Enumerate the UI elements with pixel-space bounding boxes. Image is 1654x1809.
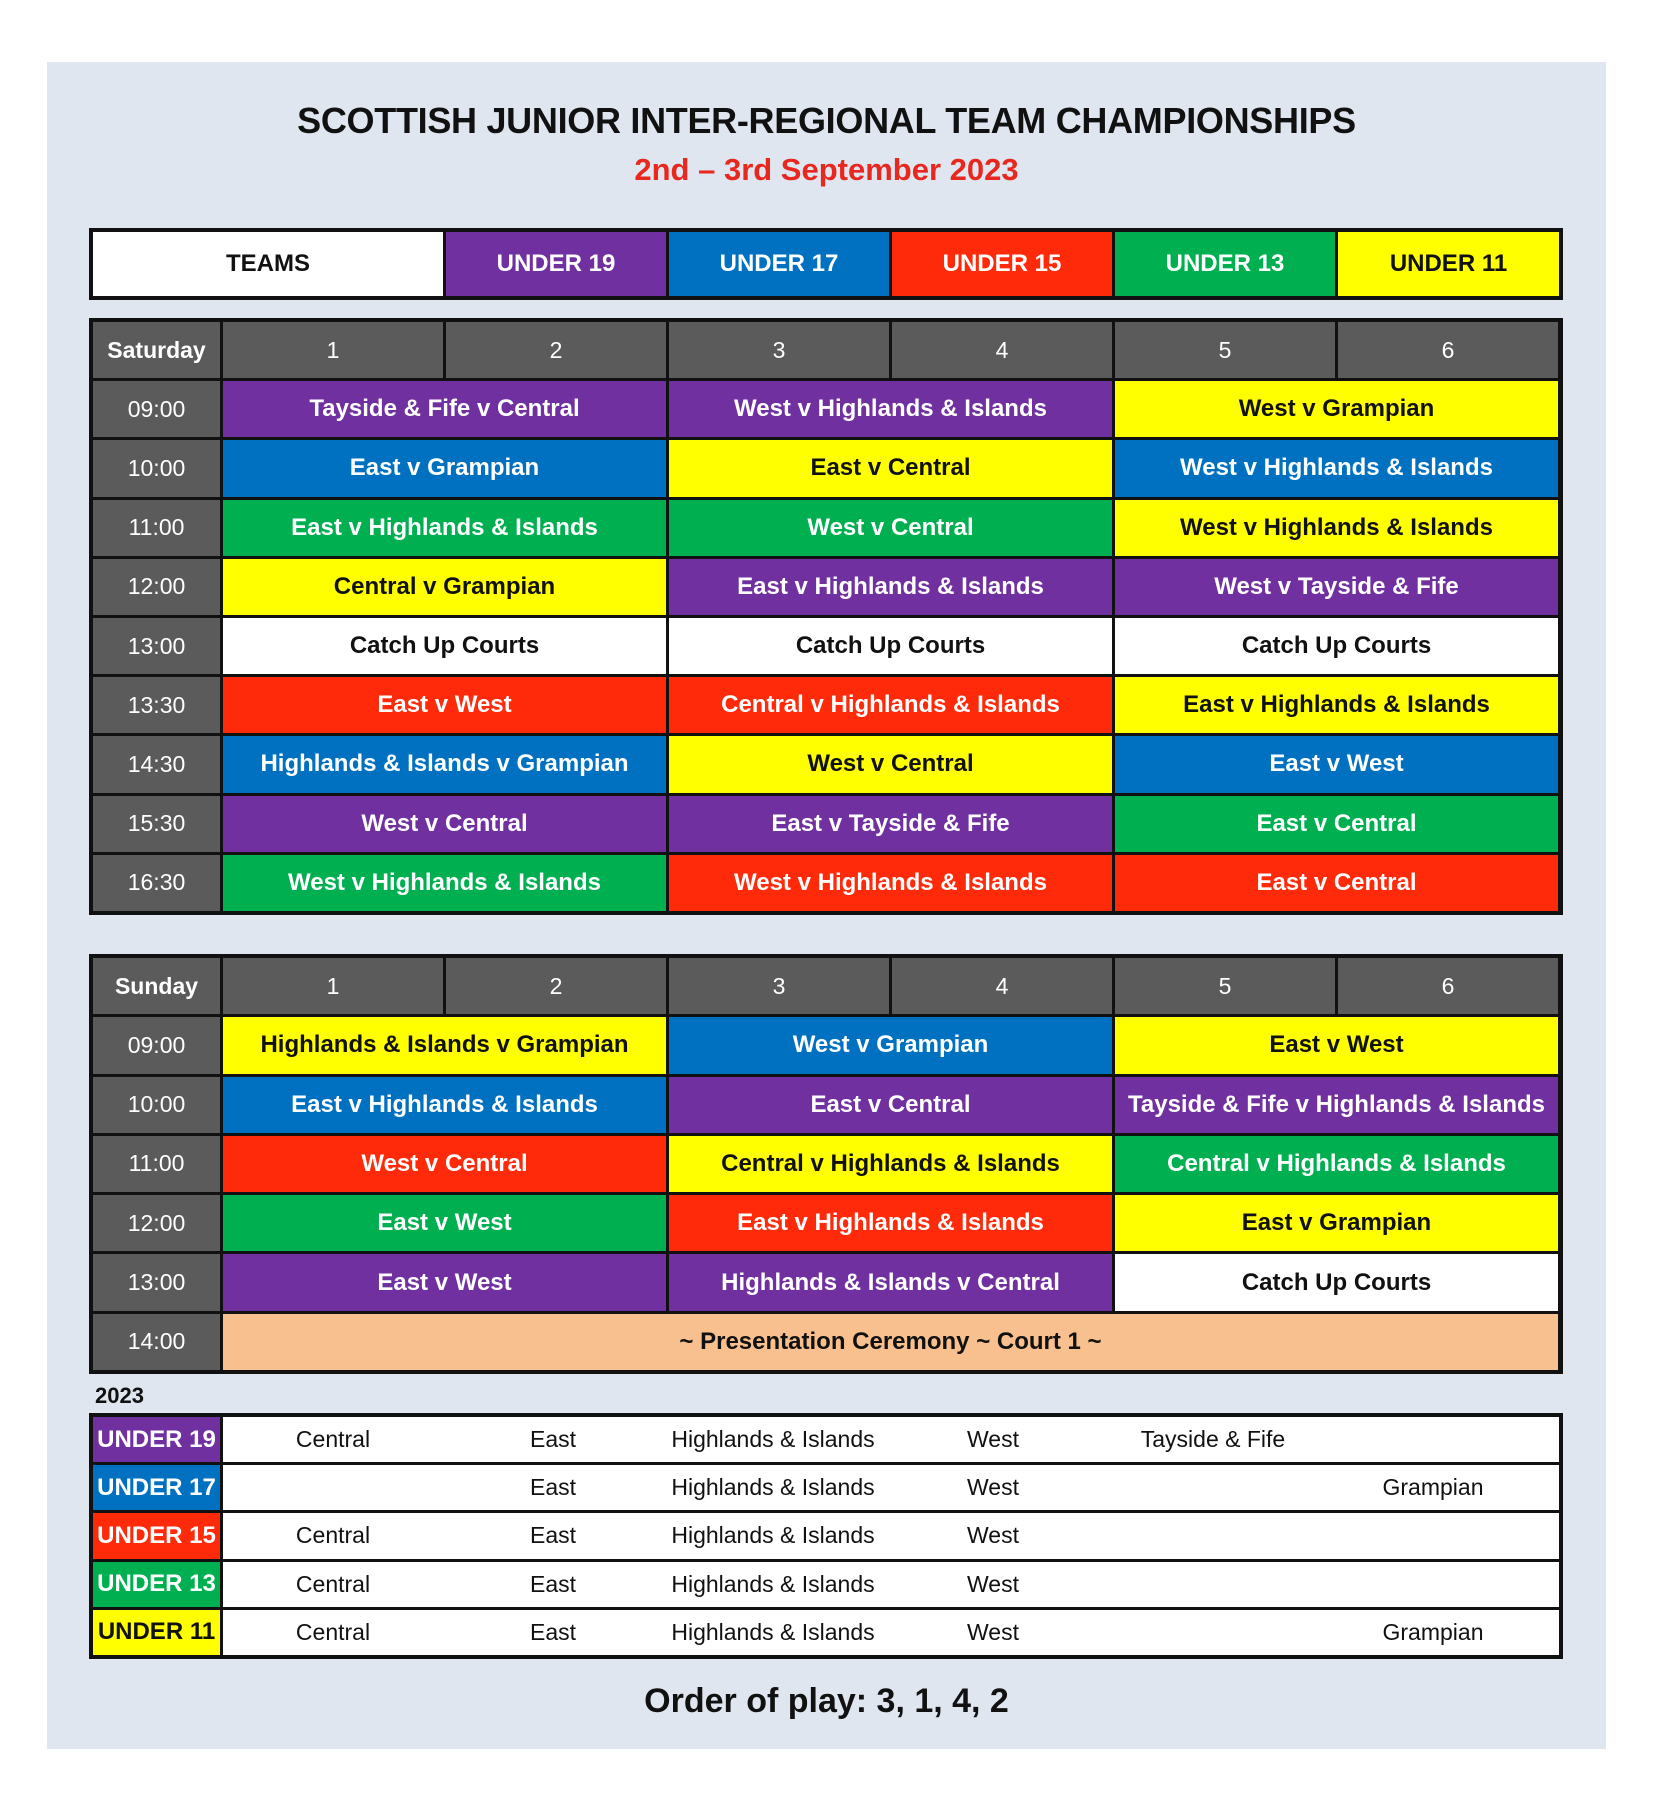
region-team-name: East xyxy=(529,1618,577,1645)
match-cell: Catch Up Courts xyxy=(1115,1254,1558,1310)
schedule-panel xyxy=(47,62,1606,1749)
time-slot: 16:30 xyxy=(93,855,220,911)
region-age-label: UNDER 19 xyxy=(93,1417,220,1462)
match-cell: East v Central xyxy=(1115,796,1558,852)
region-team-name: Central xyxy=(295,1426,371,1453)
region-team-name: Highlands & Islands xyxy=(671,1426,875,1453)
time-slot: 13:00 xyxy=(93,618,220,674)
regions-table xyxy=(89,1413,1563,1659)
region-team-name: East xyxy=(529,1426,577,1453)
court-number-header: 1 xyxy=(223,322,443,378)
region-team-name: West xyxy=(967,1522,1019,1549)
match-cell: West v Highlands & Islands xyxy=(1115,440,1558,496)
match-cell: East v West xyxy=(223,1195,666,1251)
event-dates: 2nd – 3rd September 2023 xyxy=(634,152,1019,187)
region-age-label: UNDER 13 xyxy=(93,1562,220,1607)
day-label: Sunday xyxy=(93,958,220,1014)
match-cell: Tayside & Fife v Central xyxy=(223,381,666,437)
region-team-list xyxy=(223,1417,1559,1462)
match-cell: West v Highlands & Islands xyxy=(669,855,1112,911)
region-team-name: East xyxy=(529,1474,577,1501)
time-slot: 14:30 xyxy=(93,736,220,792)
legend-item: UNDER 13 xyxy=(1115,232,1335,296)
match-cell: East v West xyxy=(1115,1017,1558,1073)
match-cell: West v Grampian xyxy=(1115,381,1558,437)
region-team-name: Central xyxy=(295,1570,371,1597)
region-team-name: Highlands & Islands xyxy=(671,1474,875,1501)
court-number-header: 4 xyxy=(892,958,1112,1014)
region-team-list xyxy=(223,1513,1559,1558)
region-team-list xyxy=(223,1465,1559,1510)
region-team-name: West xyxy=(967,1426,1019,1453)
time-slot: 15:30 xyxy=(93,796,220,852)
region-team-name: Tayside & Fife xyxy=(1140,1426,1286,1453)
region-team-list xyxy=(223,1610,1559,1655)
court-number-header: 5 xyxy=(1115,322,1335,378)
match-cell: Catch Up Courts xyxy=(1115,618,1558,674)
match-cell: West v Central xyxy=(669,736,1112,792)
time-slot: 12:00 xyxy=(93,559,220,615)
region-team-name xyxy=(1323,1417,1543,1462)
legend-item: UNDER 11 xyxy=(1338,232,1559,296)
match-cell: East v Highlands & Islands xyxy=(223,1077,666,1133)
page-title: SCOTTISH JUNIOR INTER-REGIONAL TEAM CHAMPIONSHIPS xyxy=(297,100,1356,141)
sunday-schedule-table xyxy=(89,954,1563,1374)
region-team-name xyxy=(1103,1562,1323,1607)
region-team-name xyxy=(1103,1465,1323,1510)
region-team-name: West xyxy=(967,1618,1019,1645)
region-team-name: East xyxy=(529,1570,577,1597)
region-team-name xyxy=(1323,1513,1543,1558)
region-team-name: Central xyxy=(295,1522,371,1549)
region-team-name: Highlands & Islands xyxy=(671,1618,875,1645)
region-team-name xyxy=(1323,1562,1543,1607)
match-cell: Catch Up Courts xyxy=(223,618,666,674)
match-cell: East v Tayside & Fife xyxy=(669,796,1112,852)
court-number-header: 3 xyxy=(669,958,889,1014)
age-group-legend xyxy=(89,228,1563,300)
match-cell: East v Highlands & Islands xyxy=(223,500,666,556)
region-team-name xyxy=(1103,1513,1323,1558)
match-cell: East v Highlands & Islands xyxy=(1115,677,1558,733)
time-slot: 14:00 xyxy=(93,1314,220,1370)
region-team-name: Grampian xyxy=(1382,1618,1484,1645)
match-cell: West v Central xyxy=(223,796,666,852)
match-cell: East v Grampian xyxy=(223,440,666,496)
time-slot: 10:00 xyxy=(93,1077,220,1133)
presentation-ceremony: ~ Presentation Ceremony ~ Court 1 ~ xyxy=(223,1314,1558,1370)
match-cell: Central v Highlands & Islands xyxy=(1115,1136,1558,1192)
match-cell: East v West xyxy=(223,1254,666,1310)
match-cell: West v Central xyxy=(223,1136,666,1192)
court-number-header: 6 xyxy=(1338,322,1558,378)
legend-item: UNDER 17 xyxy=(669,232,889,296)
region-team-list xyxy=(223,1562,1559,1607)
region-team-name xyxy=(223,1465,443,1510)
match-cell: West v Highlands & Islands xyxy=(669,381,1112,437)
court-number-header: 2 xyxy=(446,322,666,378)
match-cell: East v Central xyxy=(1115,855,1558,911)
match-cell: Highlands & Islands v Grampian xyxy=(223,736,666,792)
match-cell: East v West xyxy=(1115,736,1558,792)
legend-item: UNDER 19 xyxy=(446,232,666,296)
match-cell: Highlands & Islands v Central xyxy=(669,1254,1112,1310)
day-label: Saturday xyxy=(93,322,220,378)
match-cell: East v Central xyxy=(669,440,1112,496)
region-team-name: Grampian xyxy=(1382,1474,1484,1501)
region-age-label: UNDER 15 xyxy=(93,1513,220,1558)
match-cell: Central v Highlands & Islands xyxy=(669,677,1112,733)
time-slot: 09:00 xyxy=(93,1017,220,1073)
court-number-header: 6 xyxy=(1338,958,1558,1014)
region-age-label: UNDER 11 xyxy=(93,1610,220,1655)
time-slot: 11:00 xyxy=(93,1136,220,1192)
time-slot: 12:00 xyxy=(93,1195,220,1251)
match-cell: Catch Up Courts xyxy=(669,618,1112,674)
time-slot: 13:00 xyxy=(93,1254,220,1310)
match-cell: Tayside & Fife v Highlands & Islands xyxy=(1115,1077,1558,1133)
time-slot: 13:30 xyxy=(93,677,220,733)
match-cell: East v Highlands & Islands xyxy=(669,559,1112,615)
court-number-header: 4 xyxy=(892,322,1112,378)
region-team-name: Central xyxy=(295,1618,371,1645)
order-of-play: Order of play: 3, 1, 4, 2 xyxy=(644,1682,1009,1720)
match-cell: West v Central xyxy=(669,500,1112,556)
match-cell: Highlands & Islands v Grampian xyxy=(223,1017,666,1073)
match-cell: East v Central xyxy=(669,1077,1112,1133)
region-age-label: UNDER 17 xyxy=(93,1465,220,1510)
legend-item: UNDER 15 xyxy=(892,232,1112,296)
region-team-name: West xyxy=(967,1474,1019,1501)
match-cell: West v Highlands & Islands xyxy=(223,855,666,911)
match-cell: West v Tayside & Fife xyxy=(1115,559,1558,615)
match-cell: West v Grampian xyxy=(669,1017,1112,1073)
region-team-name: West xyxy=(967,1570,1019,1597)
match-cell: West v Highlands & Islands xyxy=(1115,500,1558,556)
region-team-name: Highlands & Islands xyxy=(671,1570,875,1597)
match-cell: Central v Grampian xyxy=(223,559,666,615)
match-cell: East v West xyxy=(223,677,666,733)
region-team-name: Highlands & Islands xyxy=(671,1522,875,1549)
region-team-name: East xyxy=(529,1522,577,1549)
court-number-header: 3 xyxy=(669,322,889,378)
match-cell: East v Highlands & Islands xyxy=(669,1195,1112,1251)
regions-year-label: 2023 xyxy=(95,1383,144,1408)
court-number-header: 2 xyxy=(446,958,666,1014)
time-slot: 10:00 xyxy=(93,440,220,496)
court-number-header: 1 xyxy=(223,958,443,1014)
match-cell: Central v Highlands & Islands xyxy=(669,1136,1112,1192)
saturday-schedule-table xyxy=(89,318,1563,915)
match-cell: East v Grampian xyxy=(1115,1195,1558,1251)
region-team-name xyxy=(1103,1610,1323,1655)
legend-item: TEAMS xyxy=(93,232,443,296)
court-number-header: 5 xyxy=(1115,958,1335,1014)
time-slot: 11:00 xyxy=(93,500,220,556)
time-slot: 09:00 xyxy=(93,381,220,437)
